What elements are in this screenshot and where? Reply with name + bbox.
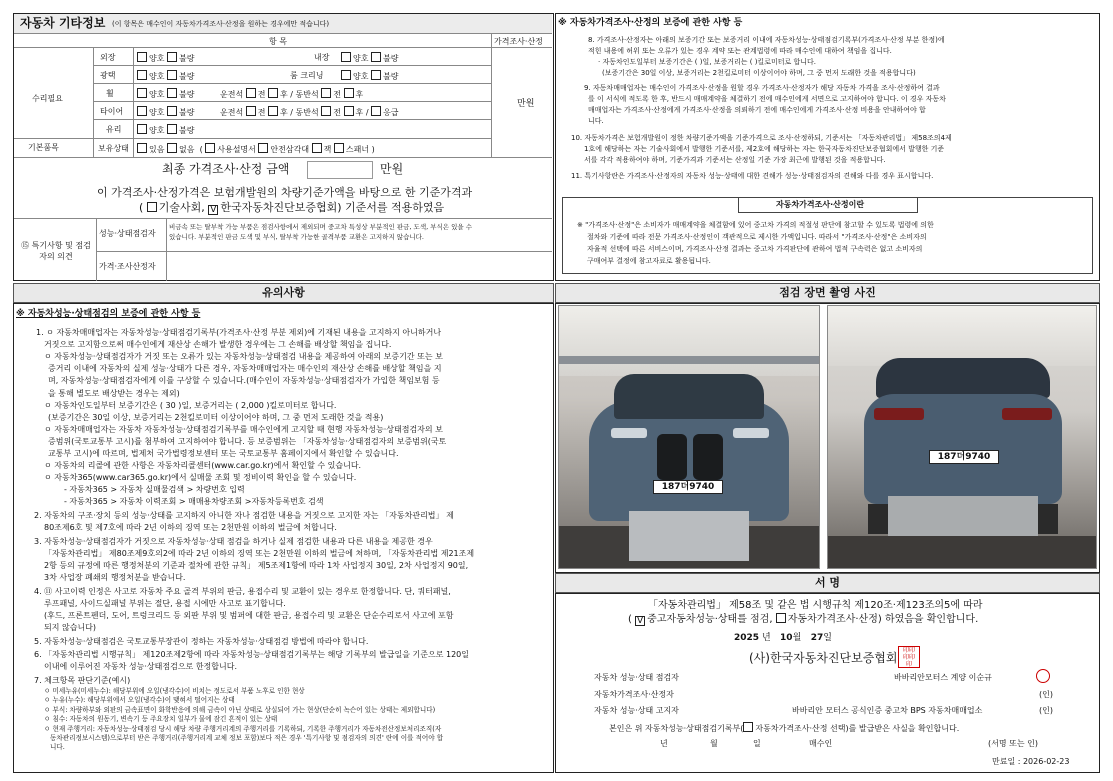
org-seal: 印印 印印 印 [898, 646, 920, 668]
notifier-label: 자동차 성능·상태 고지자 [594, 706, 679, 715]
notice-line: 동차관리정보시스템)으로부터 받은 주행거리(주행거리계 교체 정보 포함)보다 적은 경우 '특기사항 및 점검자의 의견' 란에 이를 적어야 합 [50, 733, 444, 742]
gloss-bad-checkbox[interactable] [167, 70, 177, 80]
exterior-good-checkbox[interactable] [137, 52, 147, 62]
notice-line: ㅇ 침수: 자동차의 원동기, 변속기 등 주요장치 일부가 물에 잠긴 흔적이 있는 상태 [44, 715, 278, 724]
notice-line: 며, 자동차성능·상태점검자에게 이를 구상할 수 있습니다.(매수인이 자동차성능·상태점검자가 가입한 책임보험 등 [48, 376, 440, 386]
notice-line: ㅇ 자동차매매업자는 자동차 자동차성능·상태점검기록부를 매수인에게 고지할 때 현행 자동차성능·상태점검자의 보 [44, 424, 443, 434]
col-item-header: 항 목 [269, 37, 287, 46]
photos-header: 점검 장면 촬영 사진 [555, 283, 1100, 303]
signature-check-line: ( V 중고자동차성능·상태를 점검, 자동차가격조사·산정) 하였음을 확인합니다. [628, 614, 979, 626]
final-price-unit: 만원 [380, 162, 404, 176]
notice-line: 1. ㅇ 자동차매매업자는 자동차성능·상태점검기록부(가격조사·산정 부분 제외)에 기재된 내용을 고지하지 아니하거나 [36, 328, 442, 337]
notice-line: 교통부 고시)에 따르며, 법제처 국가법령정보센터 또는 국토교통부 홈페이지에서 확인할 수 있습니다. [48, 449, 399, 458]
wheel-label: 휠 [106, 89, 114, 98]
gloss-label: 광택 [100, 71, 116, 80]
interior-bad-checkbox[interactable] [371, 52, 381, 62]
repair-needed-label: 수리필요 [32, 94, 63, 103]
notice-header: 유의사항 [13, 283, 554, 303]
wheel-bad-checkbox[interactable] [167, 88, 177, 98]
gloss-good-checkbox[interactable] [137, 70, 147, 80]
notice-line: 증범위(국토교통부 고시)를 첨부하여 고지하여야 합니다. 등 보증범위는 「자동차성능·상태점검자의 보증범위(국토 [48, 436, 447, 446]
wheel-driver-front-checkbox[interactable] [246, 88, 256, 98]
notice-line: - 자동차365 > 자동차 이력조회 > 매매용차량조회 >자동차등록번호 검색 [64, 497, 324, 507]
glass-label: 유리 [106, 125, 122, 134]
front-photo [558, 305, 820, 569]
basis-line-1: 이 가격조사·산정가격은 보험개발원의 차량기준가액을 바탕으로 한 기준가격과 [97, 186, 473, 199]
tire-pass-rear-checkbox[interactable] [344, 106, 354, 116]
kisul-checkbox[interactable] [147, 202, 157, 212]
notice-line: ㅇ 자동차성능·상태점검자가 거짓 또는 오류가 있는 자동차성능·상태점검 내용을 제공하여 아래의 보증기간 또는 보 [44, 352, 443, 362]
holding-yes-checkbox[interactable] [137, 143, 147, 153]
notice-line: ㅇ 미세누유(미세누수): 해당부위에 오일(냉각수)이 비치는 정도로서 부품 노후로 인한 현상 [44, 686, 305, 695]
price-definition-box: 자동차가격조사·산정이란 ※ "가격조사·산정"은 소비자가 매매계약을 체결함에 있어 중고차 가격의 적절성 판단에 참고할 수 있도록 법령에 의한 절차와 기준에 따라 전문 가격조사·산정인이 객관적으로 제시한 가액입니다. 따라서 "가격조사·산정"은 소비자의 자율적 선택에 따른 서비스이며, 가격조사·산정 결과는 중고차 가격판단에 관하여 법적 구속력은 없고 소비자의 구매여부 결정에 참고자료로 활용됩니다. [562, 197, 1093, 274]
rear-license-plate: 187더9740 [929, 450, 999, 464]
special-remarks-label: ⑮ 특기사항 및 점검자의 의견 [21, 241, 91, 262]
notice-line: 니다. [50, 743, 65, 752]
perf-check-checkbox[interactable]: V [637, 616, 644, 626]
exterior-bad-checkbox[interactable] [167, 52, 177, 62]
perf-inspector-label: 성능·상태점검자 [99, 229, 156, 238]
room-bad-checkbox[interactable] [371, 70, 381, 80]
final-price-input[interactable] [307, 161, 373, 179]
tire-label: 타이어 [100, 107, 124, 116]
manual-checkbox[interactable] [205, 143, 215, 153]
buyer-confirm-line: 본인은 위 자동차성능·상태점검기록부( 자동차가격조사·산정 선택)를 발급받은 사실을 확인합니다. [609, 724, 960, 733]
buyer-price-checkbox[interactable] [743, 722, 753, 732]
notice-title: ※ 자동차성능·상태점검의 보증에 관한 사항 등 [16, 309, 201, 319]
section-subtitle: (이 항목은 매수인이 자동차가격조사·산정을 원하는 경우에만 적습니다) [112, 20, 330, 28]
issuing-org: (사)한국자동차진단보증협회 [749, 651, 898, 665]
wheel-good-checkbox[interactable] [137, 88, 147, 98]
notice-line: 을 통해 별도로 배상받는 경우는 제외) [48, 388, 180, 398]
kaat-checkbox[interactable]: V [210, 205, 217, 215]
perf-inspector-sign-label: 자동차 성능·상태 점검자 [594, 673, 679, 682]
notice-line: 이내에 이루어진 자동차 성능·상태점검으로 한정합니다. [44, 662, 237, 672]
notice-line: ㅇ 누유(누수): 해당부위에서 오일(냉각수)이 맺혀서 떨어지는 상태 [44, 696, 235, 705]
notice-line: 루프패널, 사이드실패널 부위는 절단, 용접 시에만 사고로 표기합니다. [44, 598, 286, 608]
rear-photo [827, 305, 1097, 569]
notice-line: 2. 자동차의 구조·장치 등의 성능·상태를 고지하지 아니한 자나 점검한 내용을 거짓으로 고지한 자는 「자동차관리법」 제 [34, 511, 454, 520]
holding-no-checkbox[interactable] [167, 143, 177, 153]
tire-pass-front-checkbox[interactable] [321, 106, 331, 116]
expiry-date: 만료일 : 2026-02-23 [992, 757, 1070, 766]
price-check-checkbox[interactable] [776, 613, 786, 623]
signature-date: 2025 년 10월 27일 [734, 633, 832, 643]
interior-label: 내장 [314, 53, 330, 62]
tire-driver-front-checkbox[interactable] [246, 106, 256, 116]
notice-section [13, 303, 554, 773]
holding-label: 보유상태 [98, 144, 129, 153]
perf-inspector-seal [1036, 669, 1050, 683]
notice-line: 2항 등의 규정에 따른 행정처분의 기준과 절차에 관한 규칙」 제5조제1항에 따라 1차 사업정지 30일, 2차 사업정지 90일, [44, 560, 469, 570]
notice-line: 되지 않습니다) [44, 622, 97, 632]
exterior-label: 외장 [100, 53, 116, 62]
notice-line: 3차 사업장 폐쇄의 행정처분을 받습니다. [44, 573, 186, 582]
vehicle-other-info-section: 자동차 기타정보 (이 항목은 매수인이 자동차가격조사·산정을 원하는 경우에만 적습니다) 항 목 가격조사·산정 수리필요 기본품목 만원 외장 양호 불량 내장 양호 불량 광택 양호 불량 룸 크리닝 양호 불량 휠 양호 불량 운전석 전 후 / 동반석 전 후 타이어 양호 불량 운전석 전 후 / 동반석 전 후 / 응급 유리 양호 불량 보유상태 있음 없음 ( 사용설명서 안전삼각대 잭 스패너 ) 최종 가격조사·산정 금액 만원 이 가격조사·산정가격은 보험개발원의 차량기준가액을 바탕으로 한 기준가격과 ( 기술사회, V 한국자동차진단보증협회) 기준서를 적용하였음 ⑮ 특기사항 및 점검자의 의견 성능·상태점검자 비금속 또는 탈부착 가능 부품은 점검사항에서 제외되며 중고차 특성상 부분적인 판금, 도색, 부식은 있을 수 있습니다. 부분적인 판금 도색 및 부식, 탈부착 가능한 골격부품 교환은 고지하지 않습니다. 가격·조사산정자 [13, 13, 554, 281]
buyer-sign: (서명 또는 인) [988, 739, 1038, 748]
triangle-checkbox[interactable] [258, 143, 268, 153]
room-good-checkbox[interactable] [341, 70, 351, 80]
glass-good-checkbox[interactable] [137, 124, 147, 134]
signature-header: 서 명 [555, 573, 1100, 593]
signature-law-line: 「자동차관리법」 제58조 및 같은 법 시행규칙 제120조·제123조의5에 따라 [648, 600, 983, 611]
tire-good-checkbox[interactable] [137, 106, 147, 116]
notice-line: 6. 「자동차관리법 시행규칙」 제120조제2항에 따라 자동차성능·상태점검기록부는 해당 기록부의 발급일을 기준으로 120일 [34, 650, 469, 660]
price-inspector-label: 가격·조사산정자 [99, 262, 156, 271]
notice-line: ㅇ 부식: 차량하부와 외판의 금속표면이 화학반응에 의해 금속이 아닌 상태로 상실되어 가는 현상(단순히 녹슨어 있는 상태는 제외합니다) [44, 705, 436, 714]
perf-inspector-name: 바바리안모터스 계양 이순규 [894, 673, 992, 682]
notice-line: 80조제6호 및 제7호에 따라 2년 이하의 징역 또는 2천만원 이하의 벌금에 처합니다. [44, 523, 337, 533]
room-cleaning-label: 룸 크리닝 [290, 71, 324, 80]
wheel-driver-rear-checkbox[interactable] [268, 88, 278, 98]
price-inspector-sign-label: 자동차가격조사·산정자 [594, 690, 674, 699]
basic-items-label: 기본품목 [28, 143, 59, 152]
jack-checkbox[interactable] [312, 143, 322, 153]
notice-line: ㅇ 현재 주행거리: 자동차성능·상태점검 당시 해당 차량 주행거리계의 주행거리를 기록하되, 기록한 주행거리가 자동차전산정보처리조직(자 [44, 724, 442, 733]
notice-line: 거짓으로 고지함으로써 매수인에게 재산상 손해가 발생한 경우에는 그 손해를 배상할 책임을 집니다. [44, 340, 392, 350]
price-guarantee-title: ※ 자동차가격조사·산정의 보증에 관한 사항 등 [558, 18, 743, 28]
final-price-label: 최종 가격조사·산정 금액 [162, 162, 290, 176]
price-value: 만원 [517, 99, 535, 109]
basis-line-2: ( 기술사회, V 한국자동차진단보증협회) 기준서를 적용하였음 [139, 201, 445, 215]
notice-line: (보증기간은 30일 이상, 보증거리는 2천킬로미터 이상이어야 하며, 그 중 먼저 도래한 것을 적용) [48, 412, 384, 422]
price-definition-title: 자동차가격조사·산정이란 [776, 200, 865, 209]
price-inspector-seal: (인) [1039, 690, 1053, 699]
notifier-seal: (인) [1039, 706, 1053, 715]
tire-bad-checkbox[interactable] [167, 106, 177, 116]
photos-section [555, 303, 1100, 573]
notice-line: 증거리 이내에 자동차의 실제 성능·상태가 다른 경우, 자동차매매업자는 매수인의 재산상 손해를 배상할 책임을 지 [48, 364, 442, 374]
wheel-pass-front-checkbox[interactable] [321, 88, 331, 98]
signature-section: 「자동차관리법」 제58조 및 같은 법 시행규칙 제120조·제123조의5에 따라 ( V 중고자동차성능·상태를 점검, 자동차가격조사·산정) 하였음을 확인합니다. 2025 년 10월 27일 (사)한국자동차진단보증협회 印印 印印 印 자동차 성능·상태 점검자 바바리안모터스 계양 이순규 자동차가격조사·산정자 (인) 자동차 성능·상태 고지자 바바리안 모터스 공식인증 중고차 BPS 자동차매매업소 (인) 본인은 위 자동차성능·상태점검기록부( 자동차가격조사·산정 선택)를 발급받은 사실을 확인합니다. 년 월 일 매수인 (서명 또는 인) 만료일 : 2026-02-23 [555, 593, 1100, 773]
price-guarantee-section: ※ 자동차가격조사·산정의 보증에 관한 사항 등 8. 가격조사·산정자는 아래의 보증기간 또는 보증거리 이내에 자동차성능·상태점검기록부(가격조사·산정 부분 한정)에 적힌 내용에 허위 또는 오류가 있는 경우 계약 또는 관계법령에 따라 매수인에 대하여 책임을 집니다. · 자동차인도일부터 보증기간은 ( )일, 보증거리는 ( )킬로미터로 합니다. (보증기간은 30일 이상, 보증거리는 2천킬로미터 이상이어야 하며, 그 중 먼저 도래한 것을 적용합니다) 9. 자동차매매업자는 매수인이 가격조사·산정을 원할 경우 가격조사·산정자가 해당 자동차 가격을 조사·산정하여 결과 를 이 서식에 적도록 한 후, 반드시 매매계약을 체결하기 전에 매수인에게 서면으로 고지하여야 합니다. 이 경우 자동차 매매업자는 가격조사·산정에게 가격조사·산정을 의뢰하기 전에 매수인에게 가격조사·산정 비용을 안내하여야 합 니다. 10. 자동차가격은 보험개발원이 정한 차량기준가액을 기준가격으로 조사·산정하되, 기준서는 「자동차관리법」 제58조의4제 1호에 해당하는 자는 기술사회에서 발행한 기준서를, 제2호에 해당하는 자는 한국자동차진단보증협회에서 발행한 기준 서를 각각 적용하여야 하며, 기준가격과 기준서는 산정일 기준 가장 최근에 발행된 것을 적용합니다. 11. 특기사항란은 가격조사·산정자의 자동차 성능·상태에 대한 견해가 성능·상태점검자의 견해와 다를 경우 표시합니다. 자동차가격조사·산정이란 ※ "가격조사·산정"은 소비자가 매매계약을 체결함에 있어 중고차 가격의 적절성 판단에 참고할 수 있도록 법령에 의한 절차와 기준에 따라 전문 가격조사·산정인이 객관적으로 제시한 가액입니다. 따라서 "가격조사·산정"은 소비자의 자율적 선택에 따른 서비스이며, 가격조사·산정 결과는 중고차 가격판단에 관하여 법적 구속력은 없고 소비자의 구매여부 결정에 참고자료로 활용됩니다. [555, 13, 1100, 281]
front-license-plate: 187더9740 [653, 480, 723, 494]
interior-good-checkbox[interactable] [341, 52, 351, 62]
notice-line: ㅇ 자동차인도일부터 보증기간은 ( 30 )일, 보증거리는 ( 2,000 )킬로미터로 합니다. [44, 400, 337, 410]
notice-line: ㅇ 자동차의 리콜에 관한 사항은 자동차리콜센터(www.car.go.kr)에서 확인할 수 있습니다. [44, 461, 362, 471]
notice-line: 5. 자동차성능·상태점검은 국토교통부장관이 정하는 자동차성능·상태점검 방법에 따라야 합니다. [34, 636, 369, 646]
buyer-label: 매수인 [809, 739, 833, 748]
notice-line: 「자동차관리법」 제80조제9호의2에 따라 2년 이하의 징역 또는 2천만원 이하의 벌금에 처하며, 「자동차관리법 제21조제 [44, 548, 475, 558]
glass-bad-checkbox[interactable] [167, 124, 177, 134]
notice-line: - 자동차365 > 자동차 실매물검색 > 차량번호 입력 [64, 485, 245, 495]
notice-line: 4. ⑪ 사고이력 인정은 사고로 자동차 주요 골격 부위의 판금, 용접수리 및 교환이 있는 경우로 한정합니다. 단, 쿼터패널, [34, 586, 451, 596]
wheel-pass-rear-checkbox[interactable] [344, 88, 354, 98]
notice-line: 7. 체크항목 판단기준(예시) [34, 675, 131, 685]
section-title: 자동차 기타정보 [20, 16, 106, 30]
perf-remark-1: 비금속 또는 탈부착 가능 부품은 점검사항에서 제외되며 중고차 특성상 부분적인 판금, 도색, 부식은 있을 수 [169, 223, 473, 231]
tire-driver-rear-checkbox[interactable] [268, 106, 278, 116]
perf-remark-2: 있습니다. 부분적인 판금 도색 및 부식, 탈부착 가능한 골격부품 교환은 고지하지 않습니다. [169, 233, 424, 241]
notifier-name: 바바리안 모터스 공식인증 중고차 BPS 자동차매매업소 [792, 706, 983, 715]
notice-line: (후드, 프론트펜더, 도어, 트렁크리드 등 외판 부위 및 범퍼에 대한 판금, 용접수리 및 교환은 단순수리로서 사고에 포함 [44, 610, 454, 620]
tire-emergency-checkbox[interactable] [371, 106, 381, 116]
notice-line: 3. 자동차성능·상태점검자가 거짓으로 자동차성능·상태 점검을 하거나 실제 점검한 내용과 다른 내용을 제공한 경우 [34, 536, 433, 546]
col-price-header: 가격조사·산정 [494, 37, 543, 46]
spanner-checkbox[interactable] [334, 143, 344, 153]
notice-line: ㅇ 자동차365(www.car365.go.kr)에서 실매물 조회 및 정비이력 확인을 할 수 있습니다. [44, 473, 357, 483]
